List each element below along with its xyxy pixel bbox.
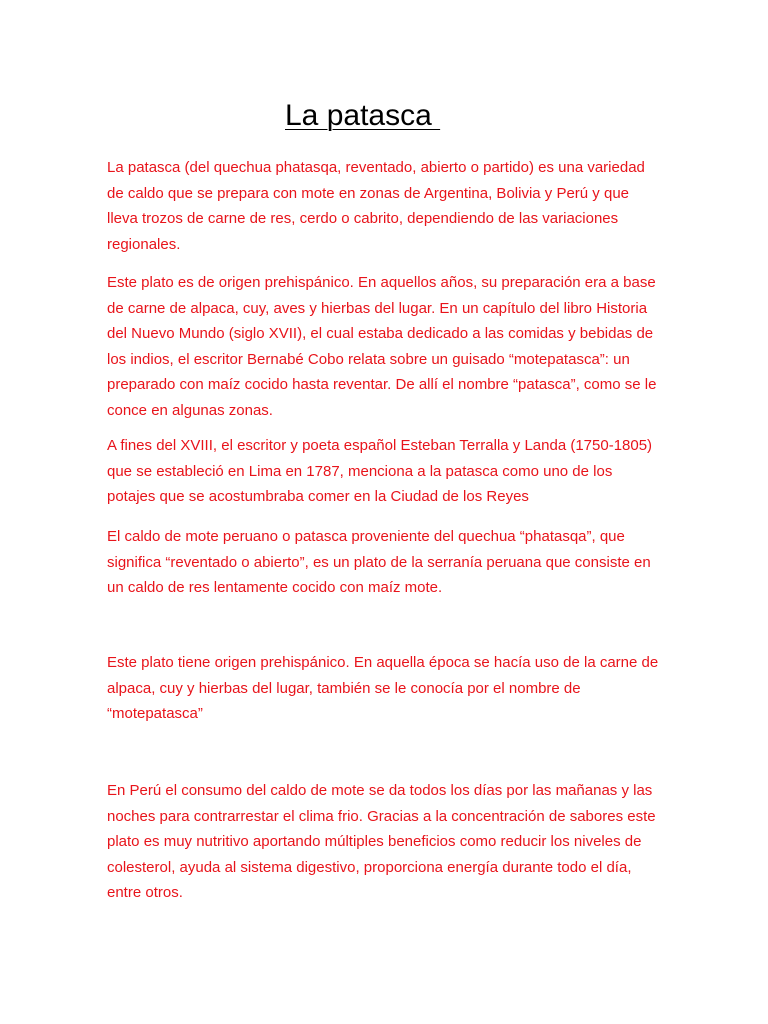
- paragraph-1: La patasca (del quechua phatasqa, reventado, abierto o partido) es una variedad de caldo que se prepara con mote en zonas de Argentina, Bolivia y Perú y que lleva trozos de carne de res, cerdo o cabrito, dependiendo de las variaciones regionales.: [107, 159, 645, 253]
- page-title: La patasca: [285, 99, 441, 132]
- paragraph-2: Este plato es de origen prehispánico. En aquellos años, su preparación era a base de carne de alpaca, cuy, aves y hierbas del lugar. En un capítulo del libro Historia del Nuevo Mundo (siglo XVII), el cual estaba dedicado a las comidas y bebidas de los indios, el escritor Bernabé Cobo relata sobre un guisado “motepatasca”: un preparado con maíz cocido hasta reventar. De allí el nombre “patasca”, como se le conce en algunas zonas.: [107, 274, 657, 419]
- paragraph-6: En Perú el consumo del caldo de mote se da todos los días por las mañanas y las noches para contrarrestar el clima frio. Gracias a la concentración de sabores este plato es muy nutritivo aportando múltiples beneficios como reducir los niveles de colesterol, ayuda al sistema digestivo, proporciona energía durante todo el día, entre otros.: [107, 782, 656, 901]
- paragraph-3: A fines del XVIII, el escritor y poeta español Esteban Terralla y Landa (1750-1805) que se estableció en Lima en 1787, menciona a la patasca como uno de los potajes que se acostumbraba comer en la Ciudad de los Reyes: [107, 437, 653, 505]
- paragraph-5: Este plato tiene origen prehispánico. En aquella época se hacía uso de la carne de alpaca, cuy y hierbas del lugar, también se le conocía por el nombre de “motepatasca”: [107, 654, 659, 722]
- paragraph-4: El caldo de mote peruano o patasca proveniente del quechua “phatasqa”, que significa “reventado o abierto”, es un plato de la serranía peruana que consiste en un caldo de res lentamente cocido con maíz mote.: [107, 528, 651, 596]
